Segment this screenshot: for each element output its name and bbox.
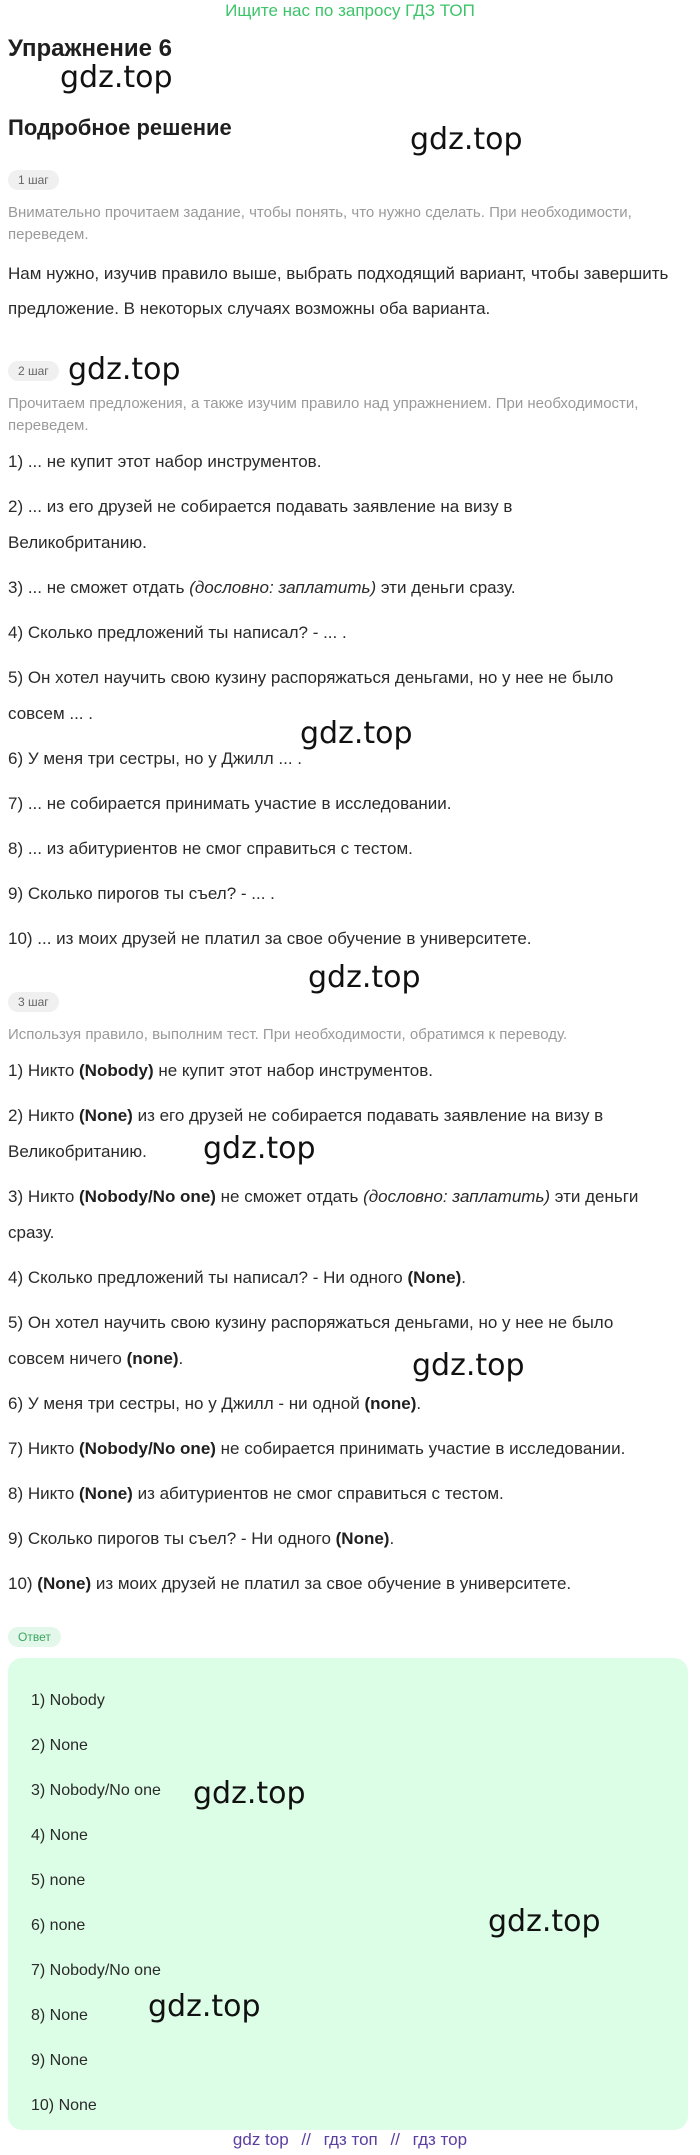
footer-link[interactable]: гдз топ — [323, 2130, 378, 2149]
answer-sentence-8: 8) Никто (None) из абитуриентов не смог справиться с тестом. — [8, 1484, 504, 1503]
footer-link[interactable]: gdz top — [232, 2130, 289, 2149]
footer-link[interactable]: гдз тор — [412, 2130, 468, 2149]
step-2-badge: 2 шаг — [8, 361, 59, 381]
sentence-6: 6) У меня три сестры, но у Джилл ... . — [8, 749, 302, 768]
watermark: gdz.top — [488, 1904, 601, 1939]
watermark: gdz.top — [300, 716, 413, 751]
watermark: gdz.top — [60, 60, 173, 95]
answer-item: 10) None — [31, 2097, 97, 2114]
sentence-2-cont: Великобританию. — [8, 533, 147, 552]
step-2-hint: Прочитаем предложения, а также изучим правило над упражнением. При необходимости, переведем. — [8, 395, 639, 434]
step-3-badge: 3 шаг — [8, 992, 59, 1012]
solution-title: Подробное решение — [8, 115, 232, 140]
exercise-title: Упражнение 6 — [8, 35, 172, 62]
step-1-text: Нам нужно, изучив правило выше, выбрать подходящий вариант, чтобы завершить предложение. В некоторых случаях возможны оба варианта. — [8, 264, 669, 318]
answer-sentence-5-cont: совсем ничего (none). — [8, 1349, 184, 1368]
sentence-7: 7) ... не собирается принимать участие в исследовании. — [8, 794, 452, 813]
answer-sentence-5: 5) Он хотел научить свою кузину распоряжаться деньгами, но у нее не было — [8, 1313, 614, 1332]
footer-separator: // — [390, 2130, 400, 2149]
answer-sentence-4: 4) Сколько предложений ты написал? - Ни одного (None). — [8, 1268, 466, 1287]
sentence-4: 4) Сколько предложений ты написал? - ... . — [8, 623, 347, 642]
answer-sentence-9: 9) Сколько пирогов ты съел? - Ни одного (None). — [8, 1529, 395, 1548]
answer-item: 6) none — [31, 1917, 86, 1934]
answer-item: 9) None — [31, 2052, 88, 2069]
watermark: gdz.top — [412, 1348, 525, 1383]
answer-item: 2) None — [31, 1737, 88, 1754]
watermark: gdz.top — [68, 352, 181, 387]
answer-item: 7) Nobody/No one — [31, 1962, 161, 1979]
answer-sentence-3: 3) Никто (Nobody/No one) не сможет отдать (дословно: заплатить) эти деньги — [8, 1187, 639, 1206]
answer-badge: Ответ — [8, 1627, 61, 1647]
answer-sentence-2: 2) Никто (None) из его друзей не собирается подавать заявление на визу в — [8, 1106, 604, 1125]
sentence-3: 3) ... не сможет отдать (дословно: заплатить) эти деньги сразу. — [8, 578, 516, 597]
step-3-hint: Используя правило, выполним тест. При необходимости, обратимся к переводу. — [8, 1026, 568, 1043]
watermark: gdz.top — [193, 1776, 306, 1811]
answer-item: 8) None — [31, 2007, 88, 2024]
answer-sentence-2-cont: Великобританию. — [8, 1142, 147, 1161]
sentence-1: 1) ... не купит этот набор инструментов. — [8, 452, 322, 471]
answer-sentence-7: 7) Никто (Nobody/No one) не собирается принимать участие в исследовании. — [8, 1439, 626, 1458]
answer-sentence-3-cont: сразу. — [8, 1223, 55, 1242]
watermark: gdz.top — [308, 960, 421, 995]
top-banner: Ищите нас по запросу ГДЗ ТОП — [225, 1, 475, 20]
sentence-9: 9) Сколько пирогов ты съел? - ... . — [8, 884, 275, 903]
watermark: gdz.top — [148, 1989, 261, 2024]
footer-separator: // — [301, 2130, 311, 2149]
answer-sentence-1: 1) Никто (Nobody) не купит этот набор инструментов. — [8, 1061, 434, 1080]
sentence-10: 10) ... из моих друзей не платил за свое обучение в университете. — [8, 929, 532, 948]
sentence-5-cont: совсем ... . — [8, 704, 93, 723]
answer-box — [8, 1658, 688, 2130]
answer-item: 3) Nobody/No one — [31, 1782, 161, 1799]
answer-sentence-6: 6) У меня три сестры, но у Джилл - ни одной (none). — [8, 1394, 422, 1413]
watermark: gdz.top — [203, 1131, 316, 1166]
sentence-2: 2) ... из его друзей не собирается подавать заявление на визу в — [8, 497, 513, 516]
answer-sentence-10: 10) (None) из моих друзей не платил за свое обучение в университете. — [8, 1574, 572, 1593]
step-1-hint: Внимательно прочитаем задание, чтобы понять, что нужно сделать. При необходимости, переведем. — [8, 204, 632, 243]
answer-item: 1) Nobody — [31, 1692, 105, 1709]
step-1-badge: 1 шаг — [8, 170, 59, 190]
footer-links — [0, 2130, 700, 2150]
sentence-5: 5) Он хотел научить свою кузину распоряжаться деньгами, но у нее не было — [8, 668, 614, 687]
answer-item: 5) none — [31, 1872, 86, 1889]
sentence-8: 8) ... из абитуриентов не смог справиться с тестом. — [8, 839, 413, 858]
answer-item: 4) None — [31, 1827, 88, 1844]
watermark: gdz.top — [410, 122, 523, 157]
